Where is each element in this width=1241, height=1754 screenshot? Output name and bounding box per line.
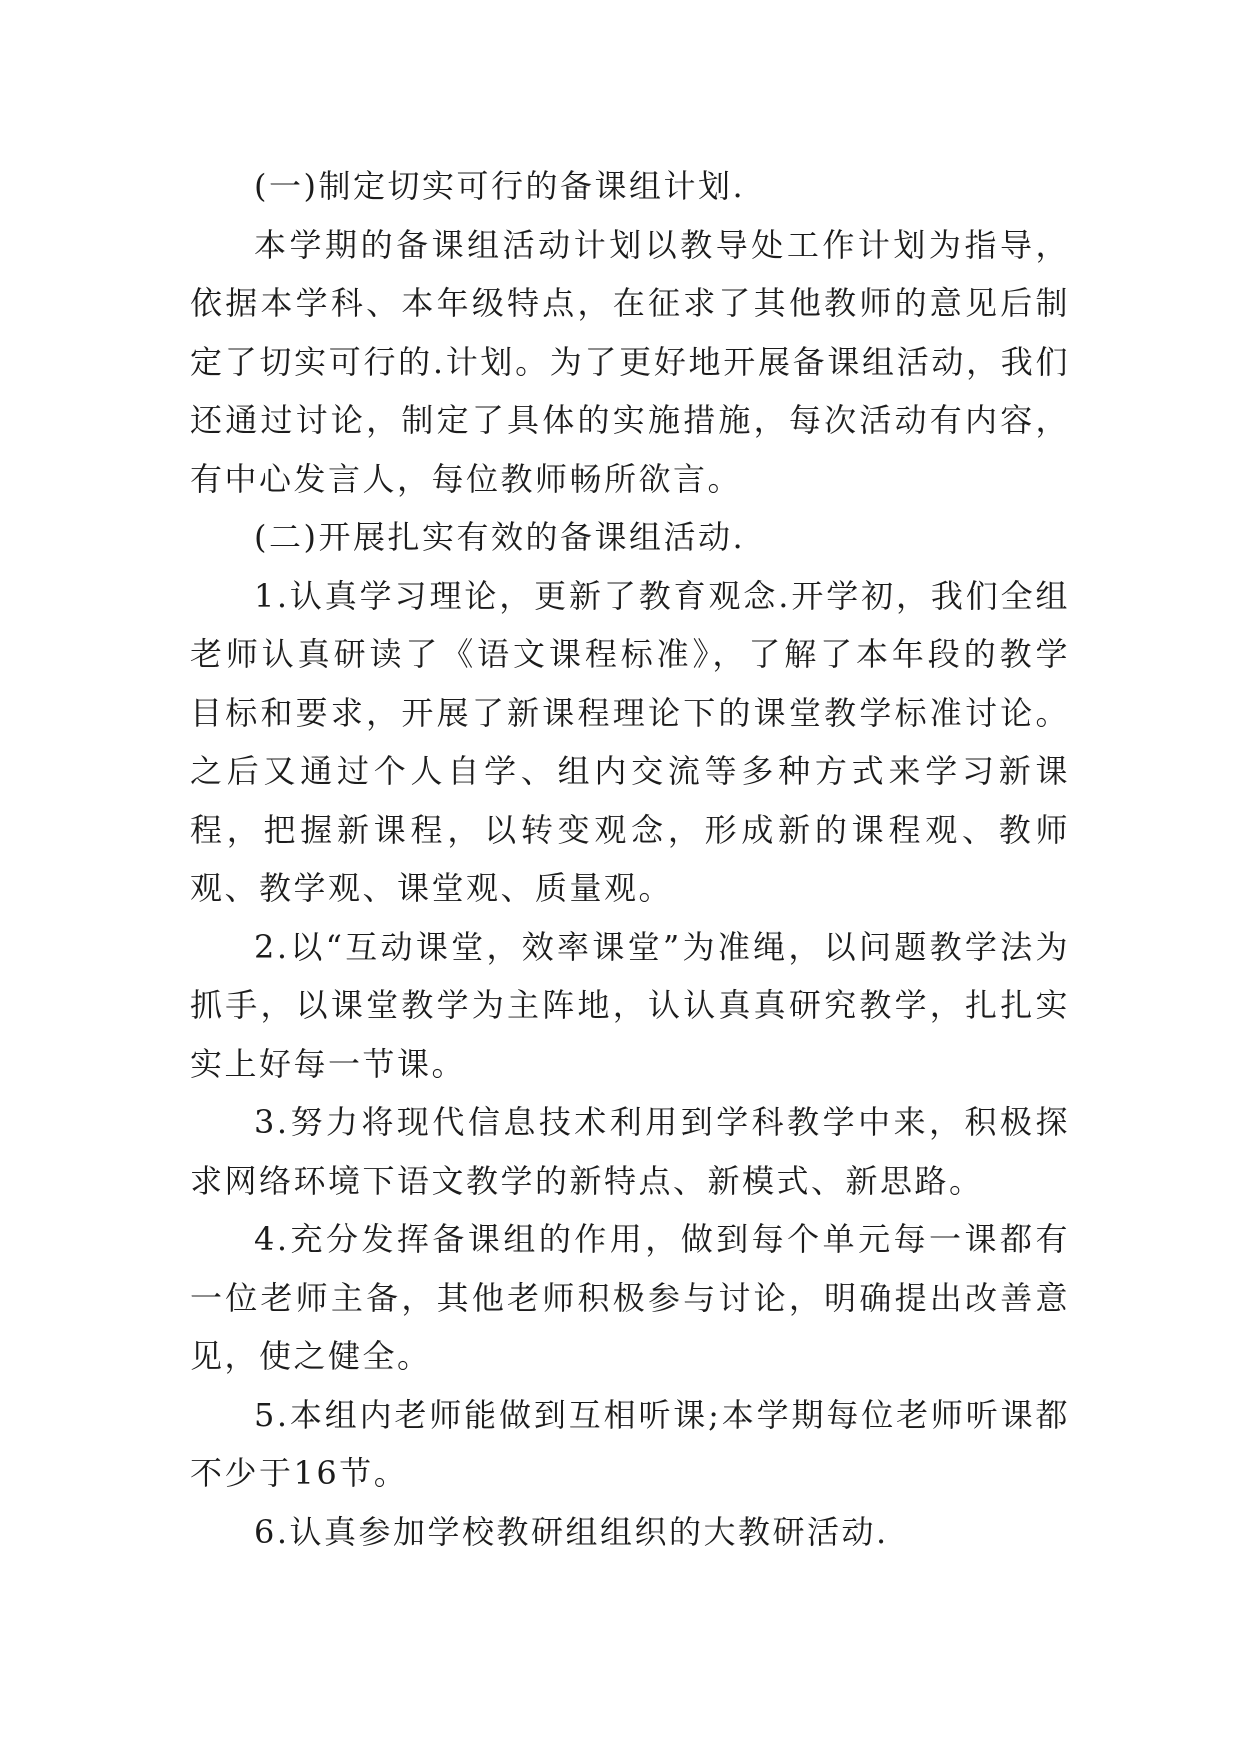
paragraph-item-5: 5.本组内老师能做到互相听课;本学期每位老师听课都不少于16节。 <box>190 1395 1070 1492</box>
paragraph-item-1: 1.认真学习理论，更新了教育观念.开学初，我们全组老师认真研读了《语文课程标准》，了解了本年段的教学目标和要求，开展了新课程理论下的课堂教学标准讨论。之后又通过个人自学、组内交流等多种方式来学习新课程，把握新课程，以转变观念，形成新的课程观、教师观、教学观、课堂观、质量观。 <box>190 576 1070 907</box>
paragraph-item-6: 6.认真参加学校教研组组织的大教研活动. <box>254 1512 889 1551</box>
paragraph-item-3: 3.努力将现代信息技术利用到学科教学中来，积极探求网络环境下语文教学的新特点、新模式、新思路。 <box>190 1103 1070 1200</box>
paragraph-item-2: 2.以“互动课堂，效率课堂”为准绳，以问题教学法为抓手，以课堂教学为主阵地，认认真真研究教学，扎扎实实上好每一节课。 <box>190 927 1070 1083</box>
paragraph-item-4: 4.充分发挥备课组的作用，做到每个单元每一课都有一位老师主备，其他老师积极参与讨论，明确提出改善意见，使之健全。 <box>190 1220 1070 1375</box>
paragraph-heading-1: (一)制定切实可行的备课组计划. <box>254 167 746 205</box>
document-body <box>190 157 1070 1561</box>
paragraph-plan: 本学期的备课组活动计划以教导处工作计划为指导，依据本学科、本年级特点，在征求了其他教师的意见后制定了切实可行的.计划。为了更好地开展备课组活动，我们还通过讨论，制定了具体的实施措施，每次活动有内容，有中心发言人，每位教师畅所欲言。 <box>190 225 1070 498</box>
paragraph-heading-2: (二)开展扎实有效的备课组活动. <box>254 518 746 556</box>
